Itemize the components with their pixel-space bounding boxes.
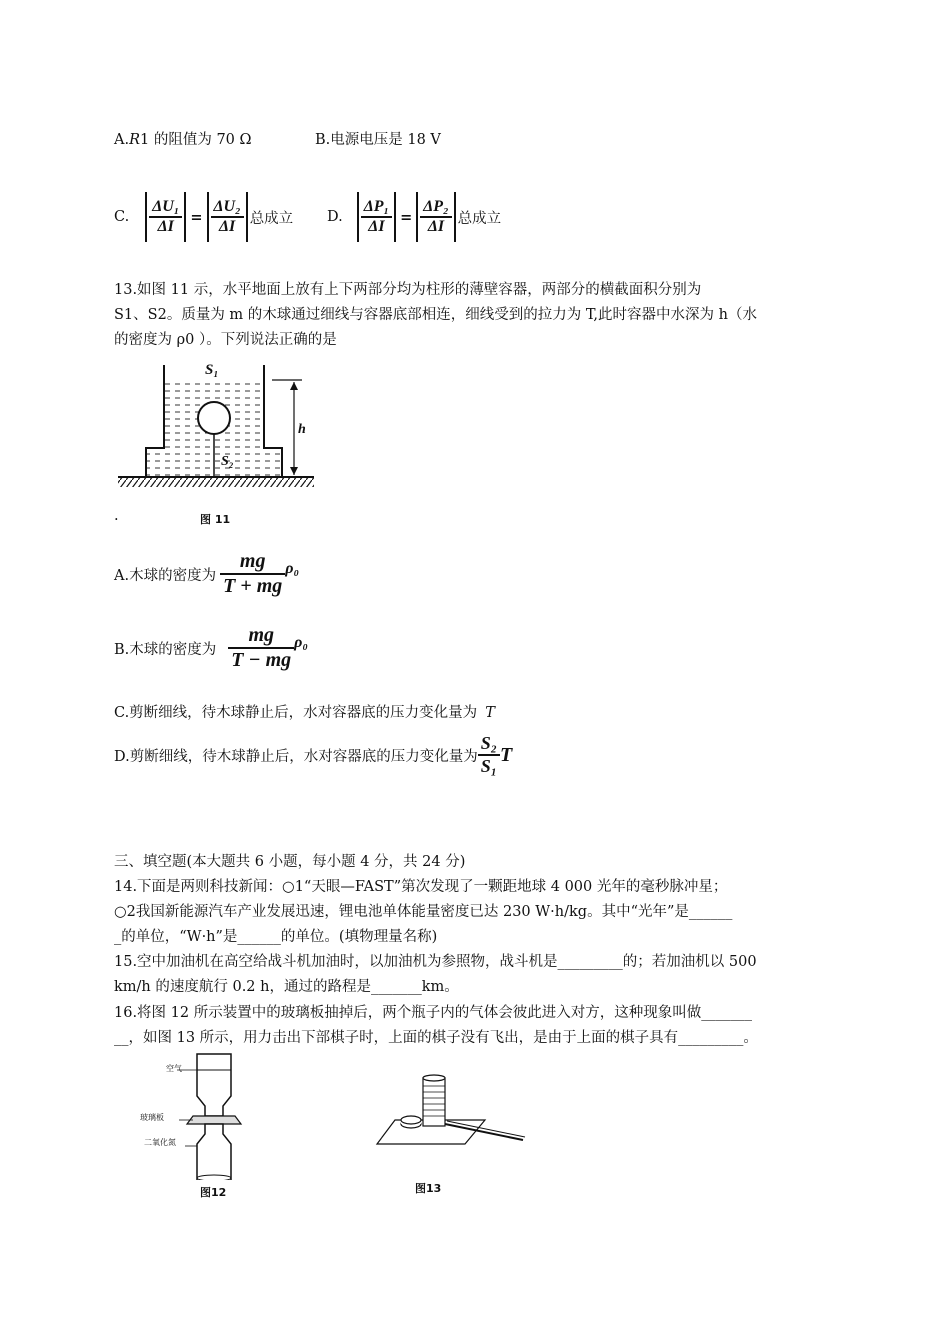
q13-line-1: 13.如图 11 示，水平地面上放有上下两部分均为柱形的薄壁容器，两部分的横截面积分别为 bbox=[114, 282, 702, 298]
q13-option-d: D.剪断细线，待木球静止后，水对容器底的压力变化量为 $\frac{\text{S₂}}{\text{S₁}}$ T bbox=[114, 733, 513, 776]
fraction-d: $\frac{\text{S₂}}{\text{S₁}}$ bbox=[478, 733, 500, 777]
figure-11-container-diagram bbox=[114, 360, 324, 495]
q13-option-b: B.木球的密度为 $\frac{mg}{T - mg}$ ρ₀ bbox=[114, 624, 308, 671]
fig12-label-no2: 二氧化氮 bbox=[144, 1138, 176, 1147]
fig11-label-s1: S₁ bbox=[205, 362, 219, 378]
q12-option-a: A.R1 的阻值为 70 Ω bbox=[114, 132, 252, 148]
q13-option-a: A.木球的密度为 $\frac{mg}{T + mg}$ ρ₀ bbox=[114, 550, 300, 597]
fig13-caption: 图13 bbox=[415, 1182, 442, 1195]
fig11-dot: . bbox=[114, 508, 119, 524]
q13-option-c: C.剪断细线，待木球静止后，水对容器底的压力变化量为 T bbox=[114, 705, 495, 721]
q16-line-1: 16.将图 12 所示装置中的玻璃板抽掉后，两个瓶子内的气体会彼此进入对方，这种现象叫做_______ bbox=[114, 1005, 752, 1021]
q15-line-2: km/h 的速度航行 0.2 h，通过的路程是_______km。 bbox=[114, 979, 459, 995]
fig12-label-air: 空气 bbox=[166, 1064, 182, 1073]
abs-frac-dp1: $\frac{\text{ΔP₁}}{\Delta I}$ bbox=[355, 192, 398, 242]
fraction-b: $\frac{mg}{T - mg}$ bbox=[228, 624, 294, 672]
q16-line-2: __，如图 13 所示，用力击出下部棋子时，上面的棋子没有飞出，是由于上面的棋子具有_________。 bbox=[114, 1030, 758, 1046]
q12-option-b: B.电源电压是 18 V bbox=[315, 132, 441, 148]
fig12-label-glass: 玻璃板 bbox=[140, 1113, 164, 1122]
q15-line-1: 15.空中加油机在高空给战斗机加油时，以加油机为参照物，战斗机是_________的；若加油机以 500 bbox=[114, 954, 757, 970]
abs-frac-du1: $\frac{\text{ΔU₁}}{\Delta I}$ bbox=[143, 192, 188, 242]
q14-line-2: ○2我国新能源汽车产业发展迅速，锂电池单体能量密度已达 230 W·h/kg。其中“光年”是______ bbox=[114, 904, 733, 920]
q13-line-2: S1、S2。质量为 m 的木球通过细线与容器底部相连，细线受到的拉力为 T,此时容器中水深为 h（水 bbox=[114, 307, 757, 323]
fig12-caption: 图12 bbox=[200, 1186, 227, 1199]
abs-frac-dp2: $\frac{\text{ΔP₂}}{\Delta I}$ bbox=[414, 192, 457, 242]
q14-line-1: 14.下面是两则科技新闻：○1“天眼—FAST”第次发现了一颗距地球 4 000 光年的毫秒脉冲星； bbox=[114, 879, 728, 895]
section-3-heading: 三、填空题(本大题共 6 小题，每小题 4 分，共 24 分) bbox=[114, 854, 466, 870]
q13-line-3: 的密度为 ρ0 ）。下列说法正确的是 bbox=[114, 332, 337, 348]
fig11-label-s2: S₂ bbox=[221, 454, 234, 469]
q12-option-d: D. $\frac{\text{ΔP₁}}{\Delta I}$ = $\frac{\text{ΔP₂}}{\Delta I}$ 总成立 bbox=[327, 187, 501, 247]
fraction-a: $\frac{mg}{T + mg}$ bbox=[220, 550, 285, 598]
fig11-caption: 图 11 bbox=[200, 513, 231, 526]
fig11-label-h: h bbox=[298, 422, 306, 437]
abs-frac-du2: $\frac{\text{ΔU₂}}{\Delta I}$ bbox=[205, 192, 250, 242]
q14-line-3: _的单位，“W·h”是______的单位。(填物理量名称) bbox=[114, 929, 438, 945]
figure-13-chess-pieces-diagram bbox=[375, 1070, 535, 1150]
q12-option-c: C. $\frac{\text{ΔU₁}}{\Delta I}$ = $\frac{\text{ΔU₂}}{\Delta I}$ 总成立 bbox=[114, 187, 293, 247]
